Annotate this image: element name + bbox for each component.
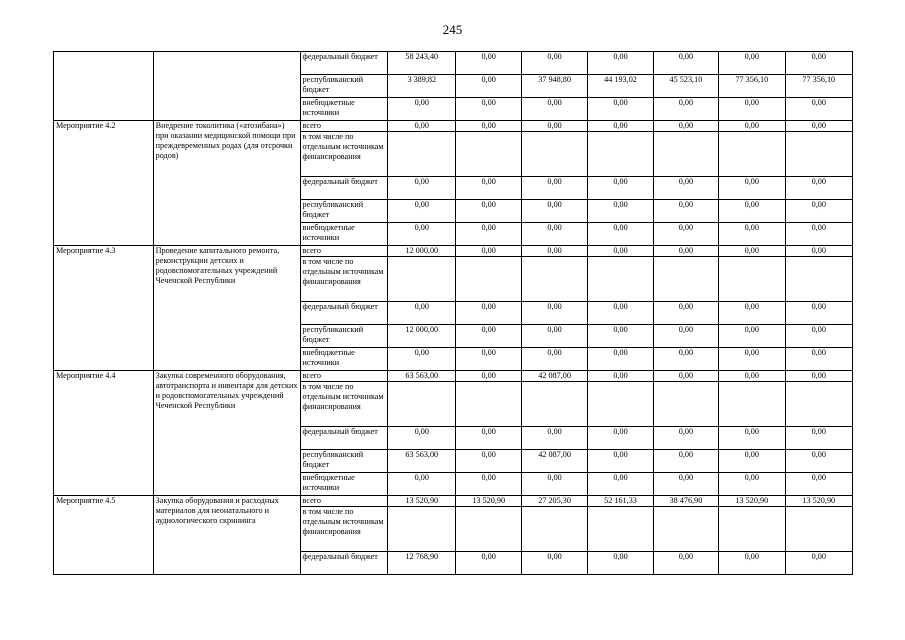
amount-cell xyxy=(456,382,521,427)
amount-cell: 0,00 xyxy=(653,552,718,575)
amount-cell: 0,00 xyxy=(653,98,718,121)
funding-source-label: в том числе по отдельным источникам финансирования xyxy=(300,507,388,552)
amount-cell xyxy=(521,382,587,427)
amount-cell xyxy=(456,257,521,302)
table-row xyxy=(54,496,853,507)
amount-cell: 12 000,00 xyxy=(388,246,456,257)
amount-cell: 0,00 xyxy=(521,246,587,257)
funding-source-label: федеральный бюджет xyxy=(300,552,388,575)
amount-cell: 0,00 xyxy=(388,177,456,200)
funding-source-label: в том числе по отдельным источникам финансирования xyxy=(300,382,388,427)
amount-cell: 0,00 xyxy=(521,200,587,223)
amount-cell: 0,00 xyxy=(653,200,718,223)
amount-cell: 0,00 xyxy=(785,223,852,246)
amount-cell: 0,00 xyxy=(456,325,521,348)
amount-cell: 0,00 xyxy=(653,427,718,450)
amount-cell: 0,00 xyxy=(521,348,587,371)
funding-source-label: внебюджетные источники xyxy=(300,98,388,121)
measure-title-cell xyxy=(54,52,154,121)
amount-cell: 0,00 xyxy=(588,98,653,121)
funding-source-label: внебюджетные источники xyxy=(300,473,388,496)
amount-cell: 0,00 xyxy=(785,371,852,382)
amount-cell: 0,00 xyxy=(719,98,785,121)
funding-source-label: федеральный бюджет xyxy=(300,177,388,200)
amount-cell: 0,00 xyxy=(653,325,718,348)
amount-cell xyxy=(719,257,785,302)
amount-cell: 0,00 xyxy=(719,427,785,450)
amount-cell xyxy=(653,382,718,427)
table-row xyxy=(54,371,853,382)
amount-cell xyxy=(456,507,521,552)
amount-cell: 0,00 xyxy=(719,302,785,325)
amount-cell: 0,00 xyxy=(521,325,587,348)
amount-cell xyxy=(588,132,653,177)
amount-cell: 0,00 xyxy=(456,348,521,371)
amount-cell: 13 520,90 xyxy=(388,496,456,507)
table-row xyxy=(54,52,853,75)
amount-cell: 0,00 xyxy=(456,552,521,575)
amount-cell: 0,00 xyxy=(588,177,653,200)
amount-cell: 27 205,30 xyxy=(521,496,587,507)
amount-cell: 0,00 xyxy=(521,552,587,575)
funding-source-label: республиканский бюджет xyxy=(300,200,388,223)
amount-cell: 0,00 xyxy=(653,246,718,257)
amount-cell: 0,00 xyxy=(456,371,521,382)
amount-cell xyxy=(588,257,653,302)
amount-cell: 0,00 xyxy=(719,325,785,348)
measure-description: Проведение капитального ремонта, реконструкции детских и родовспомогательных учреждений Чеченской Республики xyxy=(153,246,300,371)
amount-cell: 0,00 xyxy=(785,325,852,348)
amount-cell: 52 161,33 xyxy=(588,496,653,507)
amount-cell: 0,00 xyxy=(456,75,521,98)
amount-cell: 45 523,10 xyxy=(653,75,718,98)
funding-source-label: республиканский бюджет xyxy=(300,325,388,348)
amount-cell: 13 520,90 xyxy=(456,496,521,507)
amount-cell: 0,00 xyxy=(719,552,785,575)
amount-cell: 0,00 xyxy=(521,121,587,132)
amount-cell: 0,00 xyxy=(653,473,718,496)
measure-description: Закупка оборудования и расходных материалов для неонатального и аудиологического скрининга xyxy=(153,496,300,575)
funding-source-label: всего xyxy=(300,246,388,257)
amount-cell: 0,00 xyxy=(785,246,852,257)
amount-cell: 0,00 xyxy=(785,427,852,450)
amount-cell: 13 520,90 xyxy=(719,496,785,507)
amount-cell xyxy=(521,507,587,552)
amount-cell: 0,00 xyxy=(719,200,785,223)
amount-cell: 0,00 xyxy=(521,52,587,75)
amount-cell: 42 087,00 xyxy=(521,450,587,473)
amount-cell: 37 948,80 xyxy=(521,75,587,98)
amount-cell xyxy=(521,132,587,177)
amount-cell xyxy=(388,382,456,427)
amount-cell: 0,00 xyxy=(719,246,785,257)
amount-cell: 0,00 xyxy=(785,200,852,223)
funding-source-label: в том числе по отдельным источникам финансирования xyxy=(300,132,388,177)
amount-cell: 0,00 xyxy=(588,371,653,382)
amount-cell: 44 193,02 xyxy=(588,75,653,98)
amount-cell xyxy=(785,507,852,552)
amount-cell: 0,00 xyxy=(653,348,718,371)
amount-cell: 0,00 xyxy=(588,200,653,223)
budget-table xyxy=(53,51,853,575)
funding-source-label: всего xyxy=(300,371,388,382)
amount-cell xyxy=(785,382,852,427)
amount-cell: 0,00 xyxy=(785,450,852,473)
amount-cell: 77 356,10 xyxy=(785,75,852,98)
amount-cell: 0,00 xyxy=(388,427,456,450)
amount-cell: 0,00 xyxy=(456,246,521,257)
amount-cell: 0,00 xyxy=(388,200,456,223)
amount-cell: 38 476,90 xyxy=(653,496,718,507)
page-number: 245 xyxy=(442,22,463,37)
amount-cell: 0,00 xyxy=(521,177,587,200)
amount-cell: 0,00 xyxy=(588,348,653,371)
amount-cell: 0,00 xyxy=(388,473,456,496)
amount-cell: 0,00 xyxy=(785,473,852,496)
amount-cell: 0,00 xyxy=(456,121,521,132)
budget-table-body xyxy=(54,52,853,575)
amount-cell xyxy=(388,257,456,302)
amount-cell: 0,00 xyxy=(588,246,653,257)
amount-cell: 0,00 xyxy=(388,348,456,371)
amount-cell: 0,00 xyxy=(456,302,521,325)
funding-source-label: в том числе по отдельным источникам финансирования xyxy=(300,257,388,302)
amount-cell xyxy=(588,382,653,427)
funding-source-label: всего xyxy=(300,496,388,507)
amount-cell: 0,00 xyxy=(719,121,785,132)
amount-cell: 58 243,40 xyxy=(388,52,456,75)
amount-cell xyxy=(719,382,785,427)
amount-cell: 0,00 xyxy=(456,223,521,246)
amount-cell: 0,00 xyxy=(719,371,785,382)
measure-title: Мероприятие 4.5 xyxy=(54,496,154,575)
amount-cell: 42 087,00 xyxy=(521,371,587,382)
amount-cell xyxy=(456,132,521,177)
amount-cell: 0,00 xyxy=(456,450,521,473)
amount-cell: 0,00 xyxy=(785,121,852,132)
table-row xyxy=(54,246,853,257)
amount-cell: 0,00 xyxy=(521,302,587,325)
amount-cell: 0,00 xyxy=(719,450,785,473)
amount-cell: 0,00 xyxy=(388,302,456,325)
amount-cell: 0,00 xyxy=(521,473,587,496)
amount-cell: 0,00 xyxy=(588,121,653,132)
amount-cell: 0,00 xyxy=(785,348,852,371)
funding-source-label: федеральный бюджет xyxy=(300,52,388,75)
amount-cell: 0,00 xyxy=(653,371,718,382)
amount-cell: 0,00 xyxy=(521,223,587,246)
amount-cell: 0,00 xyxy=(588,427,653,450)
amount-cell xyxy=(388,507,456,552)
funding-source-label: внебюджетные источники xyxy=(300,348,388,371)
amount-cell: 0,00 xyxy=(785,52,852,75)
amount-cell: 12 768,90 xyxy=(388,552,456,575)
amount-cell: 0,00 xyxy=(456,473,521,496)
amount-cell xyxy=(588,507,653,552)
amount-cell: 0,00 xyxy=(588,473,653,496)
amount-cell: 0,00 xyxy=(521,427,587,450)
amount-cell: 0,00 xyxy=(785,552,852,575)
amount-cell xyxy=(653,132,718,177)
amount-cell: 0,00 xyxy=(521,98,587,121)
amount-cell: 63 563,00 xyxy=(388,371,456,382)
amount-cell: 0,00 xyxy=(456,177,521,200)
amount-cell: 0,00 xyxy=(719,473,785,496)
amount-cell: 0,00 xyxy=(456,98,521,121)
table-row xyxy=(54,121,853,132)
amount-cell: 0,00 xyxy=(653,177,718,200)
amount-cell xyxy=(785,257,852,302)
amount-cell: 12 000,00 xyxy=(388,325,456,348)
amount-cell: 0,00 xyxy=(785,98,852,121)
amount-cell: 0,00 xyxy=(388,121,456,132)
funding-source-label: федеральный бюджет xyxy=(300,302,388,325)
amount-cell: 0,00 xyxy=(653,223,718,246)
funding-source-label: республиканский бюджет xyxy=(300,75,388,98)
amount-cell: 0,00 xyxy=(588,52,653,75)
amount-cell: 0,00 xyxy=(785,177,852,200)
measure-description: Внедрение токолитика («атозибана») при оказании медицинской помощи при преждевременных родах (для отсрочки родов) xyxy=(153,121,300,246)
amount-cell: 0,00 xyxy=(719,223,785,246)
amount-cell: 0,00 xyxy=(588,325,653,348)
amount-cell: 0,00 xyxy=(588,450,653,473)
measure-description: Закупка современного оборудования, автотранспорта и инвентаря для детских и родовспомогательных учреждений Чеченской Республики xyxy=(153,371,300,496)
amount-cell: 77 356,10 xyxy=(719,75,785,98)
amount-cell: 0,00 xyxy=(719,177,785,200)
amount-cell: 0,00 xyxy=(653,302,718,325)
amount-cell: 13 520,90 xyxy=(785,496,852,507)
amount-cell: 0,00 xyxy=(653,52,718,75)
amount-cell: 63 563,00 xyxy=(388,450,456,473)
measure-description-cell xyxy=(153,52,300,121)
amount-cell xyxy=(653,507,718,552)
amount-cell: 0,00 xyxy=(388,98,456,121)
amount-cell: 0,00 xyxy=(388,223,456,246)
amount-cell xyxy=(521,257,587,302)
amount-cell xyxy=(388,132,456,177)
amount-cell: 0,00 xyxy=(588,552,653,575)
funding-source-label: внебюджетные источники xyxy=(300,223,388,246)
measure-title: Мероприятие 4.2 xyxy=(54,121,154,246)
amount-cell: 0,00 xyxy=(719,52,785,75)
amount-cell: 0,00 xyxy=(456,427,521,450)
measure-title: Мероприятие 4.4 xyxy=(54,371,154,496)
amount-cell: 0,00 xyxy=(653,450,718,473)
funding-source-label: всего xyxy=(300,121,388,132)
measure-title: Мероприятие 4.3 xyxy=(54,246,154,371)
amount-cell: 0,00 xyxy=(456,52,521,75)
amount-cell: 0,00 xyxy=(588,223,653,246)
funding-source-label: республиканский бюджет xyxy=(300,450,388,473)
amount-cell: 0,00 xyxy=(653,121,718,132)
funding-source-label: федеральный бюджет xyxy=(300,427,388,450)
amount-cell: 3 389,82 xyxy=(388,75,456,98)
amount-cell xyxy=(785,132,852,177)
amount-cell xyxy=(653,257,718,302)
amount-cell: 0,00 xyxy=(719,348,785,371)
amount-cell: 0,00 xyxy=(588,302,653,325)
amount-cell: 0,00 xyxy=(785,302,852,325)
amount-cell xyxy=(719,507,785,552)
amount-cell: 0,00 xyxy=(456,200,521,223)
amount-cell xyxy=(719,132,785,177)
